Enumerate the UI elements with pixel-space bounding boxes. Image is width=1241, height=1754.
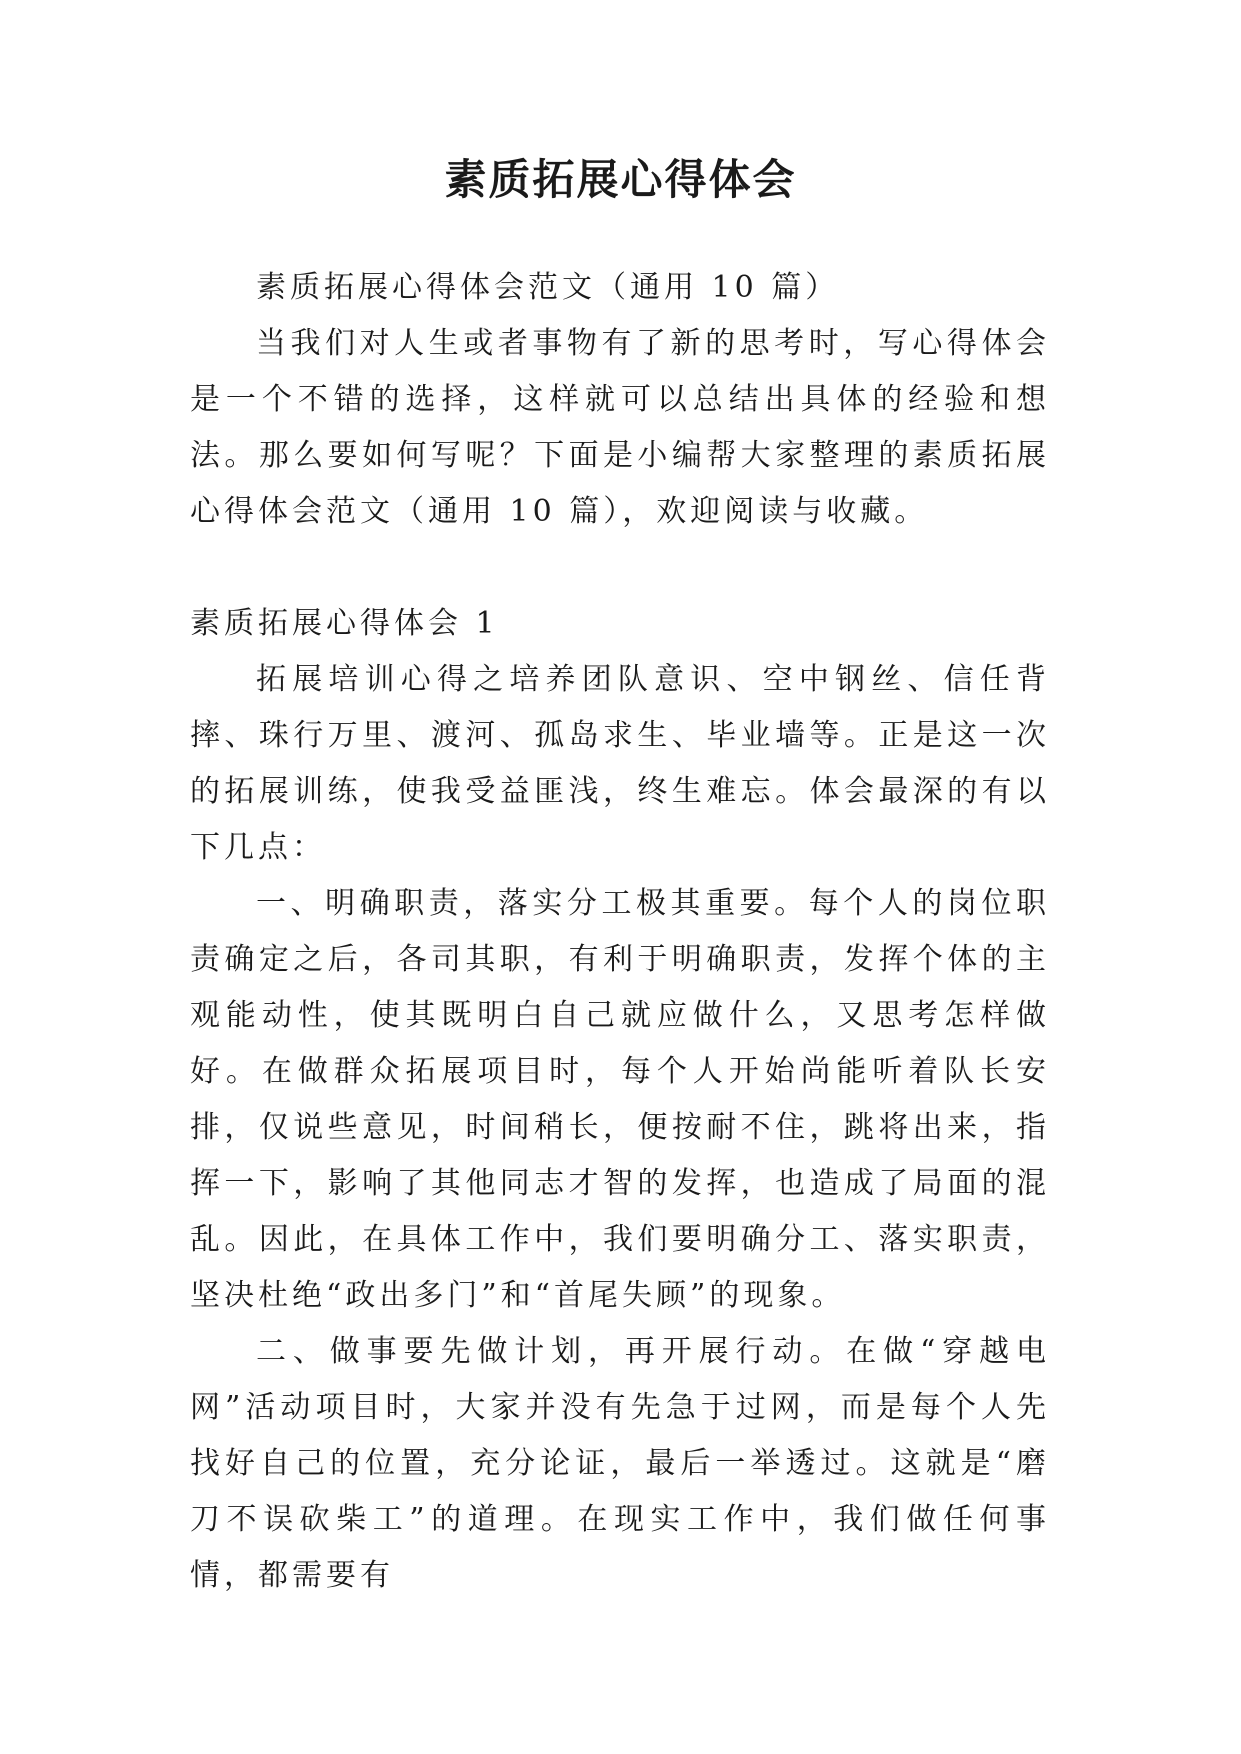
section-heading: 素质拓展心得体会 1 <box>190 606 499 641</box>
document-subtitle: 素质拓展心得体会范文（通用 10 篇） <box>256 270 840 305</box>
intro-paragraph: 当我们对人生或者事物有了新的思考时，写心得体会是一个不错的选择，这样就可以总结出具体的经验和想法。那么要如何写呢？下面是小编帮大家整理的素质拓展心得体会范文（通用 10 篇），欢迎阅读与收藏。 <box>190 326 1050 529</box>
document-title: 素质拓展心得体会 <box>444 155 797 204</box>
body-paragraph: 一、明确职责，落实分工极其重要。每个人的岗位职责确定之后，各司其职，有利于明确职责，发挥个体的主观能动性，使其既明白自己就应做什么，又思考怎样做好。在做群众拓展项目时，每个人开始尚能听着队长安排，仅说些意见，时间稍长，便按耐不住，跳将出来，指挥一下，影响了其他同志才智的发挥，也造成了局面的混乱。因此，在具体工作中，我们要明确分工、落实职责，坚决杜绝“政出多门”和“首尾失顾”的现象。 <box>190 886 1050 1313</box>
body-paragraph: 二、做事要先做计划，再开展行动。在做“穿越电网”活动项目时，大家并没有先急于过网，而是每个人先找好自己的位置，充分论证，最后一举透过。这就是“磨刀不误砍柴工”的道理。在现实工作中，我们做任何事情，都需要有 <box>190 1334 1050 1593</box>
document-body <box>190 260 1050 1604</box>
paragraph-spacer <box>190 540 1050 596</box>
body-paragraph: 拓展培训心得之培养团队意识、空中钢丝、信任背摔、珠行万里、渡河、孤岛求生、毕业墙等。正是这一次的拓展训练，使我受益匪浅，终生难忘。体会最深的有以下几点： <box>190 662 1050 865</box>
